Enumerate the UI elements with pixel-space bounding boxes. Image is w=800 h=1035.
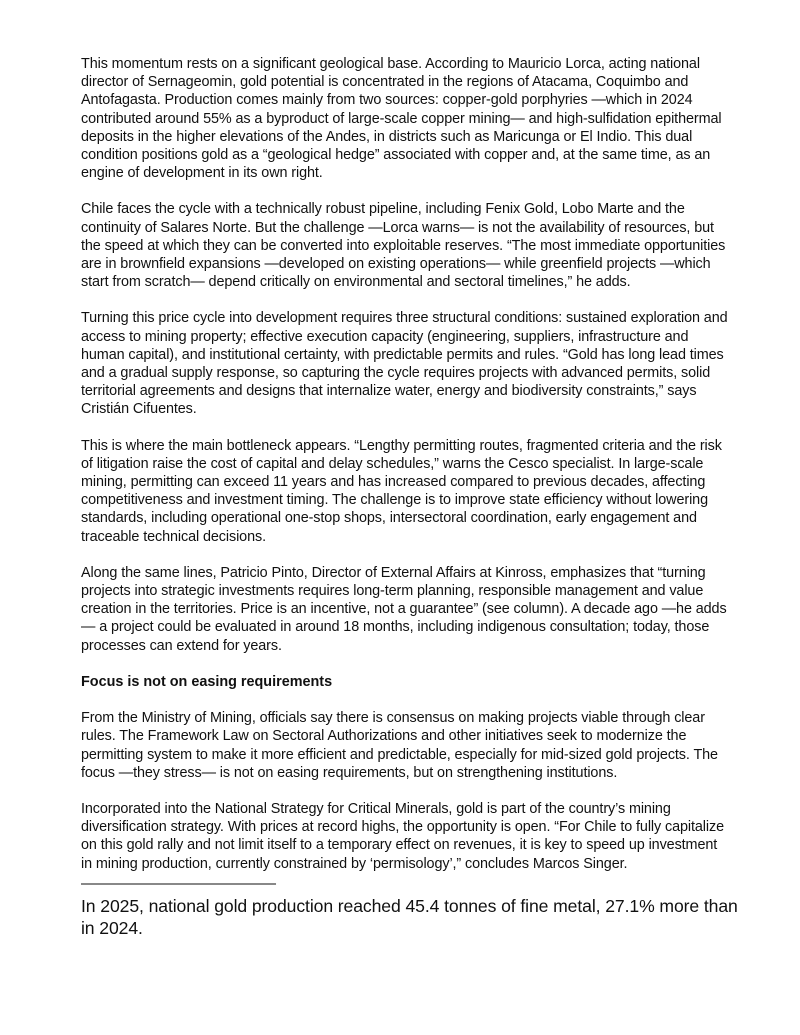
production-callout: In 2025, national gold production reached 45.4 tonnes of fine metal, 27.1% more than in 2024. [81,895,738,938]
paragraph-pipeline: Chile faces the cycle with a technically robust pipeline, including Fenix Gold, Lobo Marte and the continuity of Salares Norte. But the challenge —Lorca warns— is not the availability of resources, but the speed at which they can be converted into exploitable reserves. “The most immediate opportunities are in brownfield expansions —developed on existing operations— while greenfield projects —which start from scratch— depend critically on environmental and sectoral timelines,” he adds. [81,201,726,291]
article-body [81,55,738,939]
paragraph-national-strategy: Incorporated into the National Strategy for Critical Minerals, gold is part of the country’s mining diversification strategy. With prices at record highs, the opportunity is open. “For Chile to fully capitalize on this gold rally and not limit itself to a temporary effect on revenues, it is key to speed up investment in mining production, currently constrained by ‘permisology’,” concludes Marcos Singer. [81,800,725,872]
paragraph-geological-base: This momentum rests on a significant geological base. According to Mauricio Lorca, acting national director of Sernageomin, gold potential is concentrated in the regions of Atacama, Coquimbo and Antofagasta. Production comes mainly from two sources: copper-gold porphyries —which in 2024 contributed around 55% as a byproduct of large-scale copper mining— and high-sulfidation epithermal deposits in the higher elevations of the Andes, in districts such as Maricunga or El Indio. This dual condition positions gold as a “geological hedge” associated with copper and, at the same time, as an engine of development in its own right. [81,56,722,182]
paragraph-structural-conditions: Turning this price cycle into development requires three structural conditions: sustained exploration and access to mining property; effective execution capacity (engineering, suppliers, infrastructure and human capital), and institutional certainty, with predictable permits and rules. “Gold has long lead times and a gradual supply response, so capturing the cycle requires projects with advanced permits, solid territorial agreements and designs that internalize water, energy and biodiversity constraints,” says Cristián Cifuentes. [81,310,728,418]
dash-separator: —————————————— [81,875,276,892]
paragraph-bottleneck: This is where the main bottleneck appears. “Lengthy permitting routes, fragmented criteria and the risk of litigation raise the cost of capital and delay schedules,” warns the Cesco specialist. In large-scale mining, permitting can exceed 11 years and has increased compared to previous decades, affecting competitiveness and investment timing. The challenge is to improve state efficiency without lowering standards, including operational one-stop shops, intersectoral coordination, early engagement and traceable technical decisions. [81,437,722,545]
section-subheading: Focus is not on easing requirements [81,673,333,690]
paragraph-ministry: From the Ministry of Mining, officials say there is consensus on making projects viable through clear rules. The Framework Law on Sectoral Authorizations and other initiatives seek to modernize the permitting system to make it more efficient and predictable, especially for mid-sized gold projects. The focus —they stress— is not on easing requirements, but on strengthening institutions. [81,710,718,781]
paragraph-kinross: Along the same lines, Patricio Pinto, Director of External Affairs at Kinross, emphasizes that “turning projects into strategic investments requires long-term planning, responsible management and value creation in the territories. Price is an incentive, not a guarantee” (see column). A decade ago —he adds— a project could be evaluated in around 18 months, including indigenous consultation; today, those processes can extend for years. [81,564,727,654]
